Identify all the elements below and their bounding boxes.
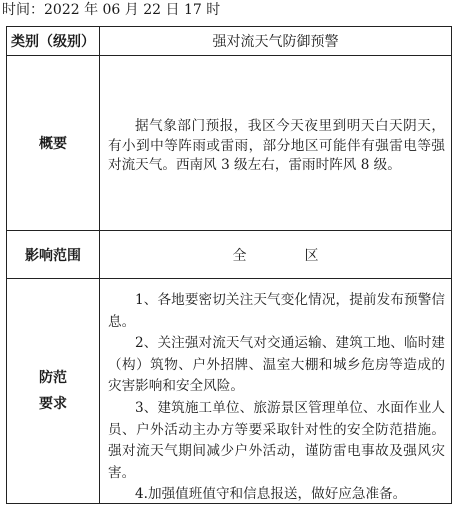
warning-table <box>6 26 452 504</box>
requirement-item: 4.加强值班值守和信息报送，做好应急准备。 <box>135 486 407 503</box>
requirement-item: 1、各地要密切关注天气变化情况，提前发布预警信息。 <box>108 292 445 330</box>
requirements-label <box>7 279 100 503</box>
summary-content <box>100 56 451 230</box>
scope-label: 影响范围 <box>7 231 100 278</box>
scope-value-part1: 全 <box>232 247 247 264</box>
requirement-item: 3、建筑施工单位、旅游景区管理单位、水面作业人员、户外活动主办方等要采取针对性的安全防范措施。强对流天气期间减少户外活动，谨防雷电事故及强风灾害。 <box>108 399 445 481</box>
scope-row <box>7 231 451 279</box>
requirements-row <box>7 279 451 503</box>
category-label: 类别（级别） <box>7 27 100 55</box>
requirements-label-line2: 要求 <box>39 396 67 412</box>
summary-text: 据气象部门预报，我区今天夜里到明天白天阴天，有小到中等阵雨或雷雨，部分地区可能伴有强雷电等强对流天气。西南风 3 级左右，雷雨时阵风 8 级。 <box>108 118 445 173</box>
summary-label: 概要 <box>7 56 100 230</box>
scope-value-part2: 区 <box>304 247 319 264</box>
requirement-item: 2、关注强对流天气对交通运输、建筑工地、临时建（构）筑物、户外招牌、温室大棚和城乡危房等造成的灾害影响和安全风险。 <box>108 335 445 395</box>
summary-row <box>7 56 451 231</box>
header-row <box>7 27 451 56</box>
requirements-label-line1: 防范 <box>39 370 67 386</box>
warning-title: 强对流天气防御预警 <box>212 34 339 50</box>
issue-time: 时间：2022 年 06 月 22 日 17 时 <box>2 2 221 18</box>
requirements-content <box>100 279 451 503</box>
scope-value <box>100 231 451 278</box>
